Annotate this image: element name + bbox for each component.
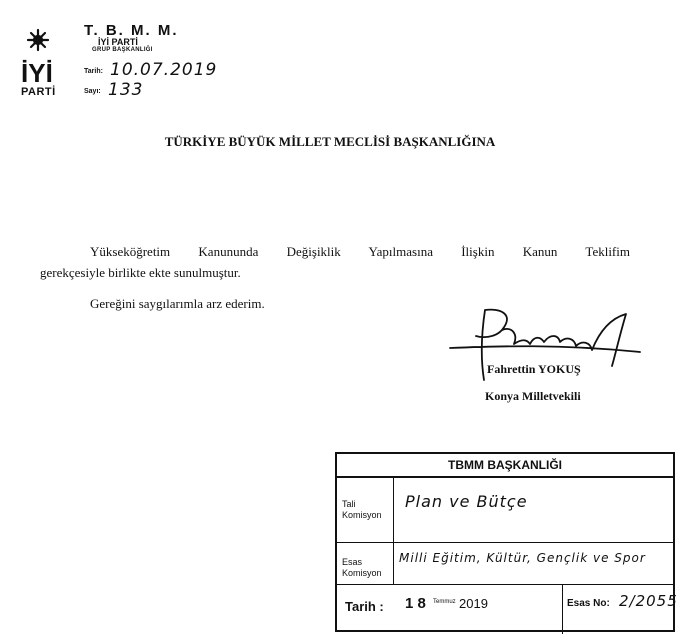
signer-title: Konya Milletvekili xyxy=(485,389,581,403)
stamp-column-divider xyxy=(393,476,394,584)
tali-label-1: Tali xyxy=(342,499,356,509)
stamp-divider xyxy=(337,542,673,543)
number-value: 133 xyxy=(108,80,144,100)
logo-text: İYİ xyxy=(21,58,53,88)
esas-no-label: Esas No: xyxy=(567,598,610,609)
esas-no-value: 2/2055 xyxy=(619,592,678,610)
esas-label-1: Esas xyxy=(342,557,363,567)
stamp-divider xyxy=(337,584,673,585)
esas-value: Milli Eğitim, Kültür, Gençlik ve Spor xyxy=(399,551,646,565)
tarih-label: Tarih : xyxy=(345,599,384,614)
stamp-header: TBMM BAŞKANLIĞI xyxy=(337,454,673,478)
esas-label-2: Komisyon xyxy=(342,568,382,578)
date-label: Tarih: xyxy=(84,68,103,75)
signer-name: Fahrettin YOKUŞ xyxy=(487,362,581,376)
tali-label-2: Komisyon xyxy=(342,510,382,520)
paragraph-1-line-2: gerekçesiyle birlikte ekte sunulmuştur. xyxy=(40,265,241,280)
sun-icon xyxy=(28,30,48,50)
date-value: 10.07.2019 xyxy=(110,60,218,80)
paragraph-1-line-1: Yükseköğretim Kanununda Değişiklik Yapılmasına İlişkin Kanun Teklifim xyxy=(90,244,630,259)
org-unit: GRUP BAŞKANLIĞI xyxy=(92,47,153,53)
logo-party-label: PARTİ xyxy=(21,86,56,98)
org-abbrev: T. B. M. M. xyxy=(84,22,179,39)
document-title: TÜRKİYE BÜYÜK MİLLET MECLİSİ BAŞKANLIĞINA xyxy=(164,134,496,149)
number-label: Sayı: xyxy=(84,88,101,95)
tarih-year: 2019 xyxy=(459,596,488,611)
tbmm-stamp xyxy=(335,452,678,632)
tali-value: Plan ve Bütçe xyxy=(405,492,528,511)
tarih-day: 1 8 xyxy=(405,595,426,612)
tarih-month: Temmuz xyxy=(433,599,456,605)
paragraph-2: Gereğini saygılarımla arz ederim. xyxy=(90,296,265,311)
org-party: İYİ PARTİ xyxy=(98,37,138,47)
stamp-column-divider xyxy=(562,584,563,634)
